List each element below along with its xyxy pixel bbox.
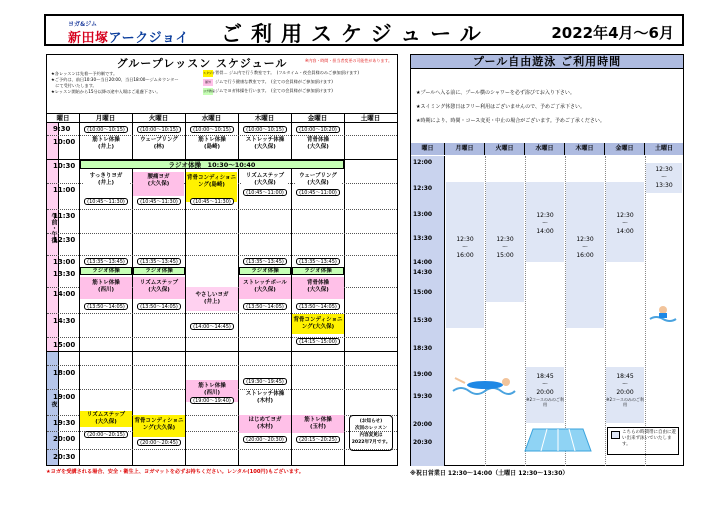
info-box: (お知らせ) 次回のレッスン 内容変更は 2022年7月です。	[349, 415, 393, 451]
class-cell[interactable]: すっきりヨガ (井上)	[83, 173, 129, 187]
logo-wordmark: 新田塚アークジョイ	[68, 31, 189, 46]
pool-day: 木曜日	[565, 143, 605, 155]
pool-illustration	[523, 425, 593, 455]
time-label: 15:00	[53, 341, 76, 349]
column-divider	[645, 156, 646, 466]
day-header: 月曜日	[95, 114, 116, 122]
note-line: ★各レッスンは先着〜予約制です。	[51, 71, 118, 76]
class-cell[interactable]: 背骨コンディショニング(島崎)	[186, 172, 237, 202]
pool-slot: 12:30 〜 16:00	[566, 182, 604, 328]
pool-slot: 12:30 〜 14:00	[606, 182, 644, 262]
radio-exercise-cell: ラジオ体操	[239, 267, 291, 275]
pool-time: 13:00	[413, 211, 433, 218]
time-label: 14:30	[53, 317, 76, 325]
day-header: 土曜日	[360, 114, 381, 122]
legend-item: スタジオ背骨… ジム内で行う教室です。 (フルタイム・夜会員様のみご参加頂けます)	[203, 70, 359, 75]
time-label: 11:00	[53, 186, 76, 194]
pool-day: 土曜日	[645, 143, 683, 155]
pool-legend: こちらの時間帯に自由に遊い出来ず泳いでいたします。	[607, 427, 679, 455]
header-bar	[44, 14, 684, 46]
pool-time: 14:30	[413, 269, 433, 276]
class-cell[interactable]: 筋トレ体操 (西川)	[186, 380, 238, 402]
class-cell[interactable]: やさしいヨガ (井上)	[186, 287, 238, 311]
day-header: 木曜日	[254, 114, 275, 122]
class-time: (13:35〜13:45)	[243, 258, 287, 265]
class-cell[interactable]: ストレッチボール (大久保)	[239, 277, 291, 299]
class-cell[interactable]: 背骨コンディショニング(大久保)	[292, 314, 344, 334]
class-cell[interactable]: ストレッチ体操 (大久保)	[242, 137, 288, 155]
class-cell[interactable]: 腰痛ヨガ (大久保)	[133, 172, 184, 196]
class-cell[interactable]: リズムステップ (大久保)	[242, 173, 288, 187]
group-lesson-note: ※内容・時間・担当者変更の可能性があります。	[305, 58, 393, 63]
time-label: 19:00	[53, 393, 76, 401]
class-time: (13:50〜14:05)	[243, 303, 287, 310]
class-time: (10:00〜10:15)	[243, 126, 287, 133]
class-time: (19:00〜19:40)	[190, 397, 234, 404]
pool-slot-evening: 18:45 〜 20:00 ※2コースのみのご利用	[606, 367, 644, 423]
pool-time: 12:30	[413, 185, 433, 192]
pool-time: 15:30	[413, 317, 433, 324]
pool-slot: 12:30 〜 13:30	[646, 163, 682, 193]
row-line	[47, 449, 397, 450]
class-cell[interactable]: はじめてヨガ (木村)	[239, 415, 291, 433]
pool-time: 19:30	[413, 393, 433, 400]
daytime-band: 午前・午後	[47, 123, 59, 351]
row-line	[47, 351, 397, 352]
class-cell[interactable]: ウェーブリング (林)	[136, 137, 182, 155]
note-line: ★ご予約は、前日10:30〜当日20:00、当日18:00〜ジムカウンター	[51, 77, 179, 82]
pool-day: 火曜日	[485, 143, 525, 155]
time-label: 10:00	[53, 138, 76, 146]
page-title: ご利用スケジュール	[221, 22, 490, 46]
class-cell[interactable]: 筋トレ体操 (玉村)	[292, 415, 344, 433]
legend-item: 屋外 ジムで行う健康な教室です。 (全ての会員様がご参加頂けます)	[204, 79, 333, 84]
class-cell[interactable]: リズムステップ (大久保)	[133, 277, 185, 299]
pool-time: 12:00	[413, 159, 433, 166]
pool-slot: 12:30 〜 16:00	[446, 182, 484, 328]
class-time: (20:15〜20:25)	[296, 436, 340, 443]
swimmer-illustration	[649, 303, 677, 325]
class-time: (10:45〜11:00)	[243, 189, 287, 196]
pool-time: 15:00	[413, 289, 433, 296]
class-time: (20:00〜20:45)	[137, 439, 181, 446]
class-cell[interactable]: 筋トレ体操 (島崎)	[189, 137, 235, 155]
note-line: にて受付いたします。	[51, 83, 97, 88]
time-label: 9:30	[53, 125, 71, 133]
group-lesson-panel	[46, 54, 398, 466]
pool-day: 水曜日	[525, 143, 565, 155]
day-header: 水曜日	[201, 114, 222, 122]
pool-slot: 12:30 〜 15:00	[486, 182, 524, 302]
class-time: (10:45〜11:30)	[137, 198, 181, 205]
radio-exercise-bar: ラジオ体操 10:30〜10:40	[80, 160, 344, 169]
yoga-mat-warning: ★ヨガを受講される場合、安全・衛生上、ヨガマットを必ずお持ちください。レンタル(100円)もございます。	[46, 469, 304, 475]
pool-time: 20:00	[413, 421, 433, 428]
class-time: (10:00〜10:15)	[84, 126, 128, 133]
column-divider	[344, 113, 345, 465]
class-cell[interactable]: ストレッチ体操 (木村)	[242, 391, 288, 405]
pool-time: 20:30	[413, 439, 433, 446]
radio-exercise-cell: ラジオ体操	[80, 267, 132, 275]
pool-slot-evening: 18:45 〜 20:00 ※2コースのみのご利用	[526, 367, 564, 423]
class-time: (10:00〜10:15)	[137, 126, 181, 133]
time-label: 14:00	[53, 290, 76, 298]
pool-day: 金曜日	[605, 143, 645, 155]
pool-day: 月曜日	[445, 143, 485, 155]
row-line	[47, 255, 397, 256]
pool-time: 14:00	[413, 259, 433, 266]
class-time: (10:45〜11:30)	[190, 198, 234, 205]
class-time: (13:35〜13:45)	[137, 258, 181, 265]
pool-note: ★時期により、時間・コース変更・中止の場合がございます。予めご了承ください。	[416, 118, 605, 124]
holiday-note: ※祝日営業日 12:30〜14:00（土曜日 12:30〜13:30）	[410, 470, 569, 477]
pool-note: ★スイミング休憩日はフリー利用はございませんので、予めご了承下さい。	[416, 104, 585, 110]
pool-title: プール自由遊泳 ご利用時間	[411, 55, 683, 69]
time-label: 10:30	[53, 162, 76, 170]
class-time: (10:00〜10:15)	[190, 126, 234, 133]
class-time: (20:00〜20:30)	[243, 436, 287, 443]
class-cell[interactable]: ウェーブリング (大久保)	[295, 173, 341, 187]
row-line	[47, 365, 397, 366]
class-cell[interactable]: リズムステップ (大久保)	[80, 411, 132, 427]
legend-item: ヨガ教室ジムでヨガ体操を行います。 (全ての会員様がご参加頂けます)	[203, 88, 333, 93]
time-label: 12:30	[53, 236, 76, 244]
time-label: 20:00	[53, 435, 76, 443]
group-notes	[51, 71, 201, 95]
row-line	[47, 313, 397, 314]
day-header: 曜日	[56, 114, 70, 122]
note-line: ★レッスン開始から15分以降の途中入場はご遠慮下さい。	[51, 89, 161, 94]
group-lesson-title: グループレッスン スケジュール	[116, 57, 288, 70]
night-band: 夜	[47, 351, 59, 465]
pool-time: 18:30	[413, 345, 433, 352]
class-time: (20:00〜20:15)	[84, 431, 128, 438]
class-cell[interactable]: 背骨コンディショニング(大久保)	[133, 415, 185, 437]
pool-time: 19:00	[413, 371, 433, 378]
time-label: 11:30	[53, 212, 76, 220]
radio-exercise-cell: ラジオ体操	[292, 267, 344, 275]
row-line	[47, 135, 397, 136]
class-time: (10:45〜11:30)	[84, 198, 128, 205]
class-time: (10:00〜10:20)	[296, 126, 340, 133]
pool-panel	[410, 54, 684, 466]
class-time: (13:50〜14:05)	[84, 303, 128, 310]
class-cell[interactable]: 背骨体操 (大久保)	[295, 137, 341, 155]
time-label: 20:30	[53, 453, 76, 461]
pool-time: 13:30	[413, 235, 433, 242]
class-cell[interactable]: 背骨体操 (大久保)	[292, 277, 344, 299]
swimmer-illustration	[451, 373, 517, 399]
class-time: (14:15〜15:00)	[296, 338, 340, 345]
period-label: 2022年4月〜6月	[551, 24, 674, 42]
class-cell[interactable]: 筋トレ体操 (西川)	[80, 277, 132, 299]
class-time: (13:35〜13:45)	[296, 258, 340, 265]
class-time: (13:50〜14:05)	[137, 303, 181, 310]
radio-exercise-cell: ラジオ体操	[133, 267, 185, 275]
time-label: 18:00	[53, 369, 76, 377]
pool-day: 曜日	[411, 143, 445, 155]
class-cell[interactable]: 筋トレ体操 (井上)	[83, 137, 129, 155]
row-line	[47, 233, 397, 234]
class-time: (13:50〜14:05)	[296, 303, 340, 310]
class-time: (14:00〜14:45)	[190, 323, 234, 330]
time-label: 13:00	[53, 258, 76, 266]
row-line	[47, 337, 397, 338]
time-label: 19:30	[53, 419, 76, 427]
class-time: (10:45〜11:00)	[296, 189, 340, 196]
class-time: (19:30〜19:45)	[243, 378, 287, 385]
pool-note: ★プールへ入る前に、プール横のシャワーを必ず浴びてお入り下さい。	[416, 90, 575, 96]
day-header: 火曜日	[148, 114, 169, 122]
pool-time-column	[411, 156, 445, 466]
pool-slot: 12:30 〜 14:00	[526, 182, 564, 262]
class-time: (13:35〜13:45)	[84, 258, 128, 265]
brand-logo	[68, 19, 218, 46]
time-label: 13:30	[53, 270, 76, 278]
row-line	[47, 209, 397, 210]
logo-subtitle: ヨガ&ジム	[68, 21, 97, 28]
day-header: 金曜日	[307, 114, 328, 122]
